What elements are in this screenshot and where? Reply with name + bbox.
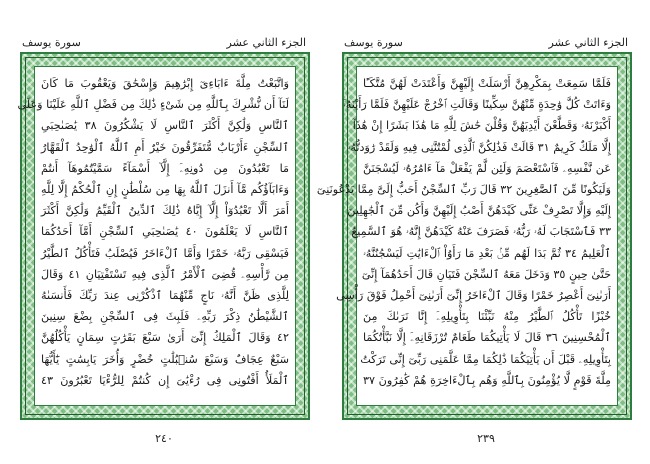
text-line: إِلَيْهِ وَإِلَّا تَصْرِفْ عَنِّى كَيْدَهُنَّ أَصْبُ إِلَيْهِنَّ وَأَكُن مِّنَ ٱلْجَٰهِلِينَ xyxy=(347,204,611,218)
ornamental-border xyxy=(17,52,310,420)
page-number: ٢٤٠ xyxy=(155,432,173,445)
right-page xyxy=(316,0,642,464)
text-line: لِلَّذِى ظَنَّ أَنَّهُۥ نَاجٍ مِّنْهُمَا ٱذْكُرْنِى عِندَ رَبِّكَ فَأَنسَىٰهُ xyxy=(41,289,289,303)
left-page-header xyxy=(22,36,306,50)
text-line: ٱلْعَلِيمُ ٣٤ ثُمَّ بَدَا لَهُم مِّنۢ بَعْدِ مَا رَأَوُاْ ٱلْءَايَٰتِ لَيَسْجُنُنَّهُۥ xyxy=(363,246,611,260)
text-line: سَبْعٌ عِجَافٌ وَسَبْعَ سُنۢبُلَٰتٍ خُضْرٍ وَأُخَرَ يَابِسَٰتٍ يَٰٓأَيُّهَا xyxy=(41,352,289,366)
page-number: ٢٣٩ xyxy=(477,432,495,445)
text-block xyxy=(316,66,618,406)
juz-header: الجزء الثاني عشر xyxy=(548,36,628,49)
text-line: ٱلْمُحْسِنِينَ ٣٦ قَالَ لَا يَأْتِيكُمَا طَعَامٌ تُرْزَقَانِهِۦٓ إِلَّا نَبَّأْتُكُمَا xyxy=(363,331,611,345)
text-line: ٣٣ فَٱسْتَجَابَ لَهُۥ رَبُّهُۥ فَصَرَفَ عَنْهُ كَيْدَهُنَّ إِنَّهُۥ هُوَ ٱلسَّمِيعُ xyxy=(351,225,611,239)
text-line: ٤٢ وَقَالَ ٱلْمَلِكُ إِنِّىٓ أَرَىٰ سَبْعَ بَقَرَٰتٍ سِمَانٍ يَأْكُلُهُنَّ xyxy=(41,331,289,345)
text-line: فَلَمَّا سَمِعَتْ بِمَكْرِهِنَّ أَرْسَلَتْ إِلَيْهِنَّ وَأَعْتَدَتْ لَهُنَّ مُتَّكَـًٔا xyxy=(363,77,611,90)
text-line: إِلَّا مَلَكٌ كَرِيمٌ ٣١ قَالَتْ فَذَٰلِكُنَّ ٱلَّذِى لُمْتُنَّنِى فِيهِ وَلَقَدْ رَٰوَدتُّهُۥ xyxy=(347,140,611,154)
text-line: وَاتَّبَعْتُ مِلَّةَ ءَابَاءِىٓ إِبْرَٰهِيمَ وَإِسْحَٰقَ وَيَعْقُوبَ مَا كَانَ xyxy=(41,77,289,90)
text-line: مَا تَعْبُدُونَ مِن دُونِهِۦٓ إِلَّآ أَسْمَآءً سَمَّيْتُمُوهَآ أَنتُمْ xyxy=(41,161,289,175)
text-line: لَنَآ أَن نُّشْرِكَ بِٱللَّهِ مِن شَىْءٍ ذَٰلِكَ مِن فَضْلِ ٱللَّهِ عَلَيْنَا وَعَلَى xyxy=(17,98,289,112)
text-block xyxy=(17,66,296,406)
text-line: ٱلنَّاسِ وَلَٰكِنَّ أَكْثَرَ ٱلنَّاسِ لَا يَشْكُرُونَ ٣٨ يَٰصَىٰحِبَىِ xyxy=(41,119,289,133)
text-line: ٱلسِّجْنِ ءَأَرْبَابٌ مُّتَفَرِّقُونَ خَيْرٌ أَمِ ٱللَّهُ ٱلْوَٰحِدُ ٱلْقَهَّارُ xyxy=(41,140,289,154)
text-line: ٱلنَّاسِ لَا يَعْلَمُونَ ٤٠ يَٰصَىٰحِبَىِ ٱلسِّجْنِ أَمَّآ أَحَدُكُمَا xyxy=(41,225,289,239)
text-line: وَءَابَآؤُكُم مَّآ أَنزَلَ ٱللَّهُ بِهَا مِن سُلْطَٰنٍ إِنِ ٱلْحُكْمُ إِلَّا لِلَّهِ xyxy=(41,183,289,197)
text-line: أَمَرَ أَلَّا تَعْبُدُوٓاْ إِلَّآ إِيَّاهُ ذَٰلِكَ ٱلدِّينُ ٱلْقَيِّمُ وَلَٰكِنَّ أَكْثَرَ xyxy=(41,204,289,218)
juz-header: الجزء الثاني عشر xyxy=(226,36,306,49)
text-line: أَرَىٰنِىٓ أَعْصِرُ خَمْرًا وَقَالَ ٱلْءَاخَرُ إِنِّىٓ أَرَىٰنِىٓ أَحْمِلُ فَوْقَ رَأْسِى xyxy=(336,289,611,303)
text-line: مِلَّةَ قَوْمٍ لَّا يُؤْمِنُونَ بِٱللَّهِ وَهُم بِٱلْءَاخِرَةِ هُمْ كَٰفِرُونَ ٣٧ xyxy=(363,373,611,387)
text-line: خُبْزًا تَأْكُلُ ٱلطَّيْرُ مِنْهُ نَبِّئْنَا بِتَأْوِيلِهِۦٓ إِنَّا نَرَىٰكَ مِنَ xyxy=(363,310,611,324)
text-line: ٱلشَّيْطَٰنُ ذِكْرَ رَبِّهِۦ فَلَبِثَ فِى ٱلسِّجْنِ بِضْعَ سِنِينَ xyxy=(41,310,289,324)
text-line: أَكْبَرْنَهُۥ وَقَطَّعْنَ أَيْدِيَهُنَّ وَقُلْنَ حَٰشَ لِلَّهِ مَا هَٰذَا بَشَرًا إِنْ هَٰذَآ xyxy=(352,119,611,133)
text-line: وَلَيَكُونًا مِّنَ ٱلصَّٰغِرِينَ ٣٢ قَالَ رَبِّ ٱلسِّجْنُ أَحَبُّ إِلَىَّ مِمَّا يَدْعُونَنِىٓ xyxy=(316,183,611,197)
text-line: مِن رَّأْسِهِۦ قُضِىَ ٱلْأَمْرُ ٱلَّذِى فِيهِ تَسْتَفْتِيَانِ ٤١ وَقَالَ xyxy=(41,267,289,281)
surah-header: سورة يوسف xyxy=(22,36,81,49)
text-line: بِتَأْوِيلِهِۦ قَبْلَ أَن يَأْتِيَكُمَا ذَٰلِكُمَا مِمَّا عَلَّمَنِى رَبِّىٓ إِنِّى تَرَكْتُ xyxy=(360,352,611,366)
left-page xyxy=(8,0,320,464)
text-line: عَن نَّفْسِهِۦ فَٱسْتَعْصَمَ وَلَئِن لَّمْ يَفْعَلْ مَآ ءَامُرُهُۥ لَيُسْجَنَنَّ xyxy=(363,161,611,175)
right-page-header xyxy=(344,36,628,50)
ornamental-border xyxy=(316,52,632,420)
surah-header: سورة يوسف xyxy=(344,36,403,49)
text-line: وَءَاتَتْ كُلَّ وَٰحِدَةٍ مِّنْهُنَّ سِكِّينًا وَقَالَتِ ٱخْرُجْ عَلَيْهِنَّ فَلَمَّا رَأَيْنَهُۥٓ xyxy=(342,98,611,112)
text-line: حَتَّىٰ حِينٍ ٣٥ وَدَخَلَ مَعَهُ ٱلسِّجْنَ فَتَيَانِ قَالَ أَحَدُهُمَآ إِنِّىٓ xyxy=(361,267,611,281)
text-line: ٱلْمَلَأُ أَفْتُونِى فِى رُءْيَٰىَ إِن كُنتُمْ لِلرُّءْيَا تَعْبُرُونَ ٤٣ xyxy=(41,373,289,387)
text-line: فَيَسْقِى رَبَّهُۥ خَمْرًا وَأَمَّا ٱلْءَاخَرُ فَيُصْلَبُ فَتَأْكُلُ ٱلطَّيْرُ xyxy=(41,246,289,260)
